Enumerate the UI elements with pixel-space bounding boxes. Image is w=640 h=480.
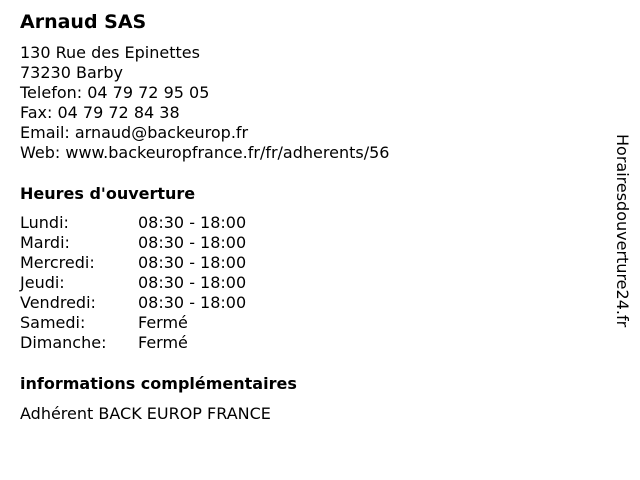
day-label: Mardi: [20, 233, 70, 252]
day-label: Jeudi: [20, 273, 65, 292]
day-hours: 08:30 - 18:00 [138, 233, 247, 252]
day-hours: 08:30 - 18:00 [138, 293, 247, 312]
business-name: Arnaud SAS [20, 11, 147, 33]
day-label: Dimanche: [20, 333, 107, 352]
day-hours: Fermé [138, 333, 188, 352]
hours-row-saturday [20, 313, 246, 333]
site-watermark: Horairesdouverture24.fr [613, 134, 632, 328]
city-postcode: 73230 Barby [20, 63, 123, 82]
hours-row-thursday [20, 273, 246, 293]
day-label: Lundi: [20, 213, 69, 232]
day-label: Vendredi: [20, 293, 96, 312]
day-hours: 08:30 - 18:00 [138, 273, 247, 292]
hours-row-wednesday [20, 253, 246, 273]
hours-row-tuesday [20, 233, 246, 253]
additional-info-text: Adhérent BACK EUROP FRANCE [20, 404, 271, 423]
website-address: Web: www.backeuropfrance.fr/fr/adherents/56 [20, 143, 390, 162]
day-hours: 08:30 - 18:00 [138, 253, 247, 272]
street-address: 130 Rue des Epinettes [20, 43, 200, 62]
phone-number: Telefon: 04 79 72 95 05 [20, 83, 210, 102]
additional-info-heading: informations complémentaires [20, 374, 297, 393]
day-label: Samedi: [20, 313, 86, 332]
hours-row-sunday [20, 333, 246, 353]
contact-block [20, 43, 389, 163]
email-address: Email: arnaud@backeurop.fr [20, 123, 249, 142]
day-label: Mercredi: [20, 253, 95, 272]
hours-row-monday [20, 213, 246, 233]
opening-hours-table [20, 213, 246, 353]
opening-hours-heading: Heures d'ouverture [20, 184, 196, 203]
fax-number: Fax: 04 79 72 84 38 [20, 103, 180, 122]
day-hours: 08:30 - 18:00 [138, 213, 247, 232]
hours-row-friday [20, 293, 246, 313]
day-hours: Fermé [138, 313, 188, 332]
